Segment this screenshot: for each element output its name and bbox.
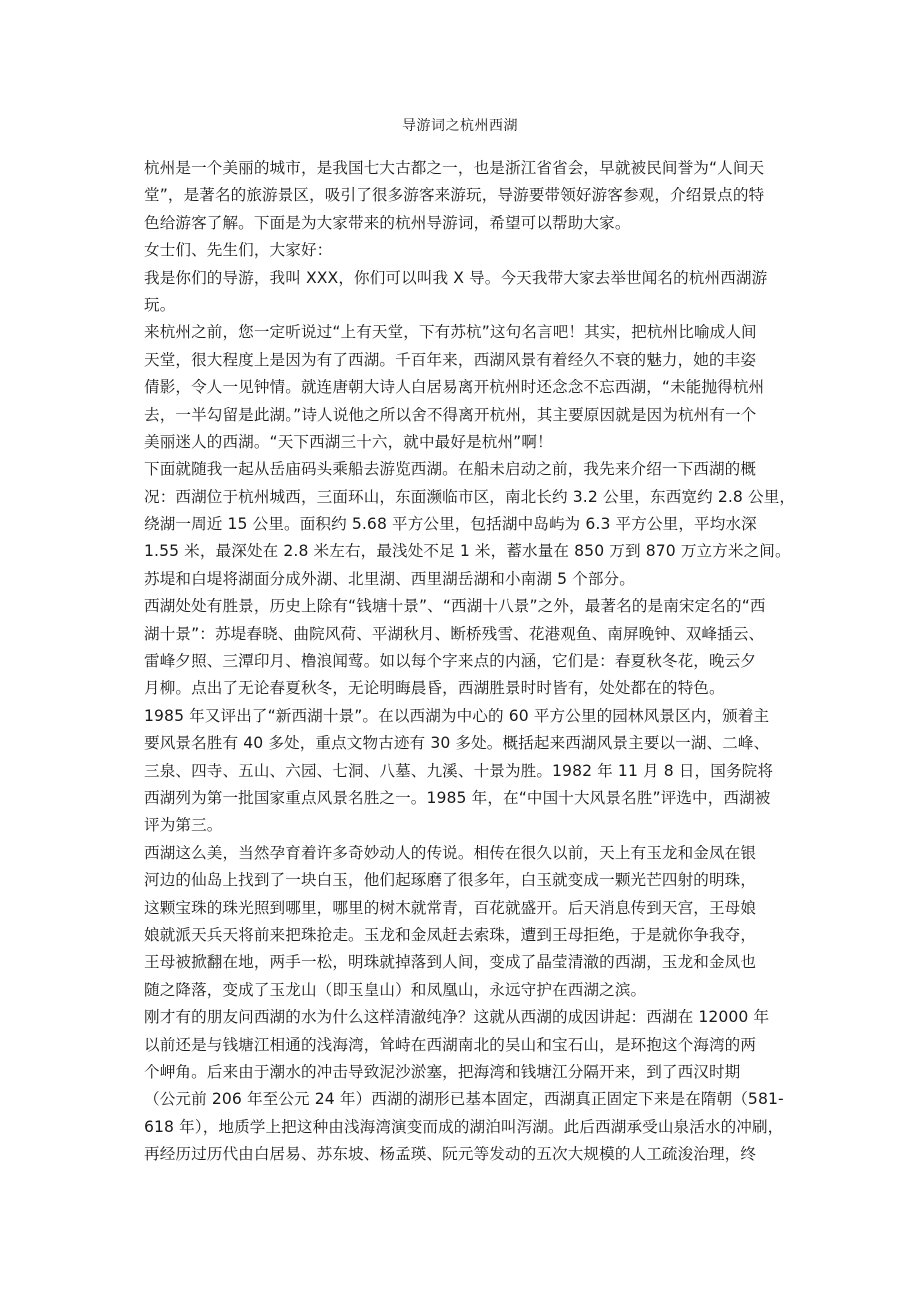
text-line: 河边的仙岛上找到了一块白玉，他们起琢磨了很多年，白玉就变成一颗光芒四射的明珠， xyxy=(144,871,757,890)
text-line: 堂”，是著名的旅游景区，吸引了很多游客来游玩，导游要带领好游客参观，介绍景点的特 xyxy=(144,186,765,205)
text-line: 1985 年又评出了“新西湖十景”。在以西湖为中心的 60 平方公里的园林风景区内，颁着主 xyxy=(144,706,770,725)
text-line: 下面就随我一起从岳庙码头乘船去游览西湖。在船未启动之前，我先来介绍一下西湖的概 xyxy=(144,460,757,479)
text-line: 这颗宝珠的珠光照到哪里，哪里的树木就常青，百花就盛开。后天消息传到天宫，王母娘 xyxy=(144,898,757,917)
text-line: 评为第三。 xyxy=(144,816,223,835)
text-line: 天堂，很大程度上是因为有了西湖。千百年来，西湖风景有着经久不衰的魅力，她的丰姿 xyxy=(144,350,757,369)
text-line: 去，一半勾留是此湖。”诗人说他之所以舍不得离开杭州，其主要原因就是因为杭州有一个 xyxy=(144,405,757,424)
text-line: 西湖处处有胜景，历史上除有“钱塘十景”、“西湖十八景”之外，最著名的是南宋定名的“西 xyxy=(144,597,766,616)
text-line: 三泉、四寺、五山、六园、七洞、八墓、九溪、十景为胜。1982 年 11 月 8 日，国务院将 xyxy=(144,761,774,780)
document-body xyxy=(144,155,796,1168)
text-line: 以前还是与钱塘江相通的浅海湾，耸峙在西湖南北的吴山和宝石山，是环抱这个海湾的两 xyxy=(144,1035,757,1054)
text-line: 玩。 xyxy=(144,295,176,314)
text-line: 色给游客了解。下面是为大家带来的杭州导游词，希望可以帮助大家。 xyxy=(144,213,631,232)
text-line: 娘就派天兵天将前来把珠抢走。玉龙和金凤赶去索珠，遭到王母拒绝，于是就你争我夺， xyxy=(144,925,757,944)
text-line: 杭州是一个美丽的城市，是我国七大古都之一，也是浙江省省会，早就被民间誉为“人间天 xyxy=(144,159,765,177)
text-line: 雷峰夕照、三潭印月、橹浪闻莺。如以每个字来点的内涵，它们是：春夏秋冬花，晚云夕 xyxy=(144,652,757,671)
text-line: 1.55 米，最深处在 2.8 米左右，最浅处不足 1 米，蓄水量在 850 万到 870 万立方米之间。 xyxy=(144,542,791,561)
text-line: 西湖这么美，当然孕育着许多奇妙动人的传说。相传在很久以前，天上有玉龙和金凤在银 xyxy=(144,843,757,862)
text-line: 刚才有的朋友问西湖的水为什么这样清澈纯净？这就从西湖的成因讲起：西湖在 12000 年 xyxy=(144,1008,770,1027)
text-line: 要风景名胜有 40 多处，重点文物古迹有 30 多处。概括起来西湖风景主要以一湖、二峰、 xyxy=(144,734,770,753)
text-line: 湖十景”：苏堤春晓、曲院风荷、平湖秋月、断桥残雪、花港观鱼、南屏晚钟、双峰插云、 xyxy=(144,624,765,643)
text-line: 618 年），地质学上把这种由浅海湾演变而成的湖泊叫泻湖。此后西湖承受山泉活水的冲刷， xyxy=(144,1117,784,1136)
document-title: 导游词之杭州西湖 xyxy=(402,118,518,134)
text-line: 来杭州之前，您一定听说过“上有天堂，下有苏杭”这句名言吧！其实，把杭州比喻成人间 xyxy=(144,323,757,342)
text-line: 月柳。点出了无论春夏秋冬，无论明晦晨昏，西湖胜景时时皆有，处处都在的特色。 xyxy=(144,679,725,698)
text-line: 美丽迷人的西湖。“天下西湖三十六，就中最好是杭州”啊！ xyxy=(144,432,553,451)
text-line: 苏堤和白堤将湖面分成外湖、北里湖、西里湖岳湖和小南湖 5 个部分。 xyxy=(144,569,635,588)
text-line: 西湖列为第一批国家重点风景名胜之一。1985 年，在“中国十大风景名胜”评选中，西湖被 xyxy=(144,788,771,807)
text-line: 再经历过历代由白居易、苏东坡、杨孟瑛、阮元等发动的五次大规模的人工疏浚治理，终 xyxy=(144,1145,757,1164)
text-line: 个岬角。后来由于潮水的冲击导致泥沙淤塞，把海湾和钱塘江分隔开来，到了西汉时期 xyxy=(144,1062,741,1081)
text-line: 绕湖一周近 15 公里。面积约 5.68 平方公里，包括湖中岛屿为 6.3 平方公里，平均水深 xyxy=(144,515,757,534)
text-line: 随之降落，变成了玉龙山（即玉皇山）和凤凰山，永远守护在西湖之滨。 xyxy=(144,980,647,999)
text-line: 倩影，令人一见钟情。就连唐朝大诗人白居易离开杭州时还念念不忘西湖，“未能抛得杭州 xyxy=(144,378,765,397)
text-line: 王母被掀翻在地，两手一松，明珠就掉落到人间，变成了晶莹清澈的西湖，玉龙和金凤也 xyxy=(144,953,757,972)
text-line: 女士们、先生们，大家好： xyxy=(144,241,333,260)
text-line: 我是你们的导游，我叫 XXX，你们可以叫我 X 导。今天我带大家去举世闻名的杭州西湖游 xyxy=(144,268,768,287)
text-line: 况：西湖位于杭州城西，三面环山，东面濒临市区，南北长约 3.2 公里，东西宽约 2.8 公里， xyxy=(144,487,796,506)
text-line: （公元前 206 年至公元 24 年）西湖的湖形已基本固定，西湖真正固定下来是在隋朝（581- xyxy=(144,1090,784,1109)
